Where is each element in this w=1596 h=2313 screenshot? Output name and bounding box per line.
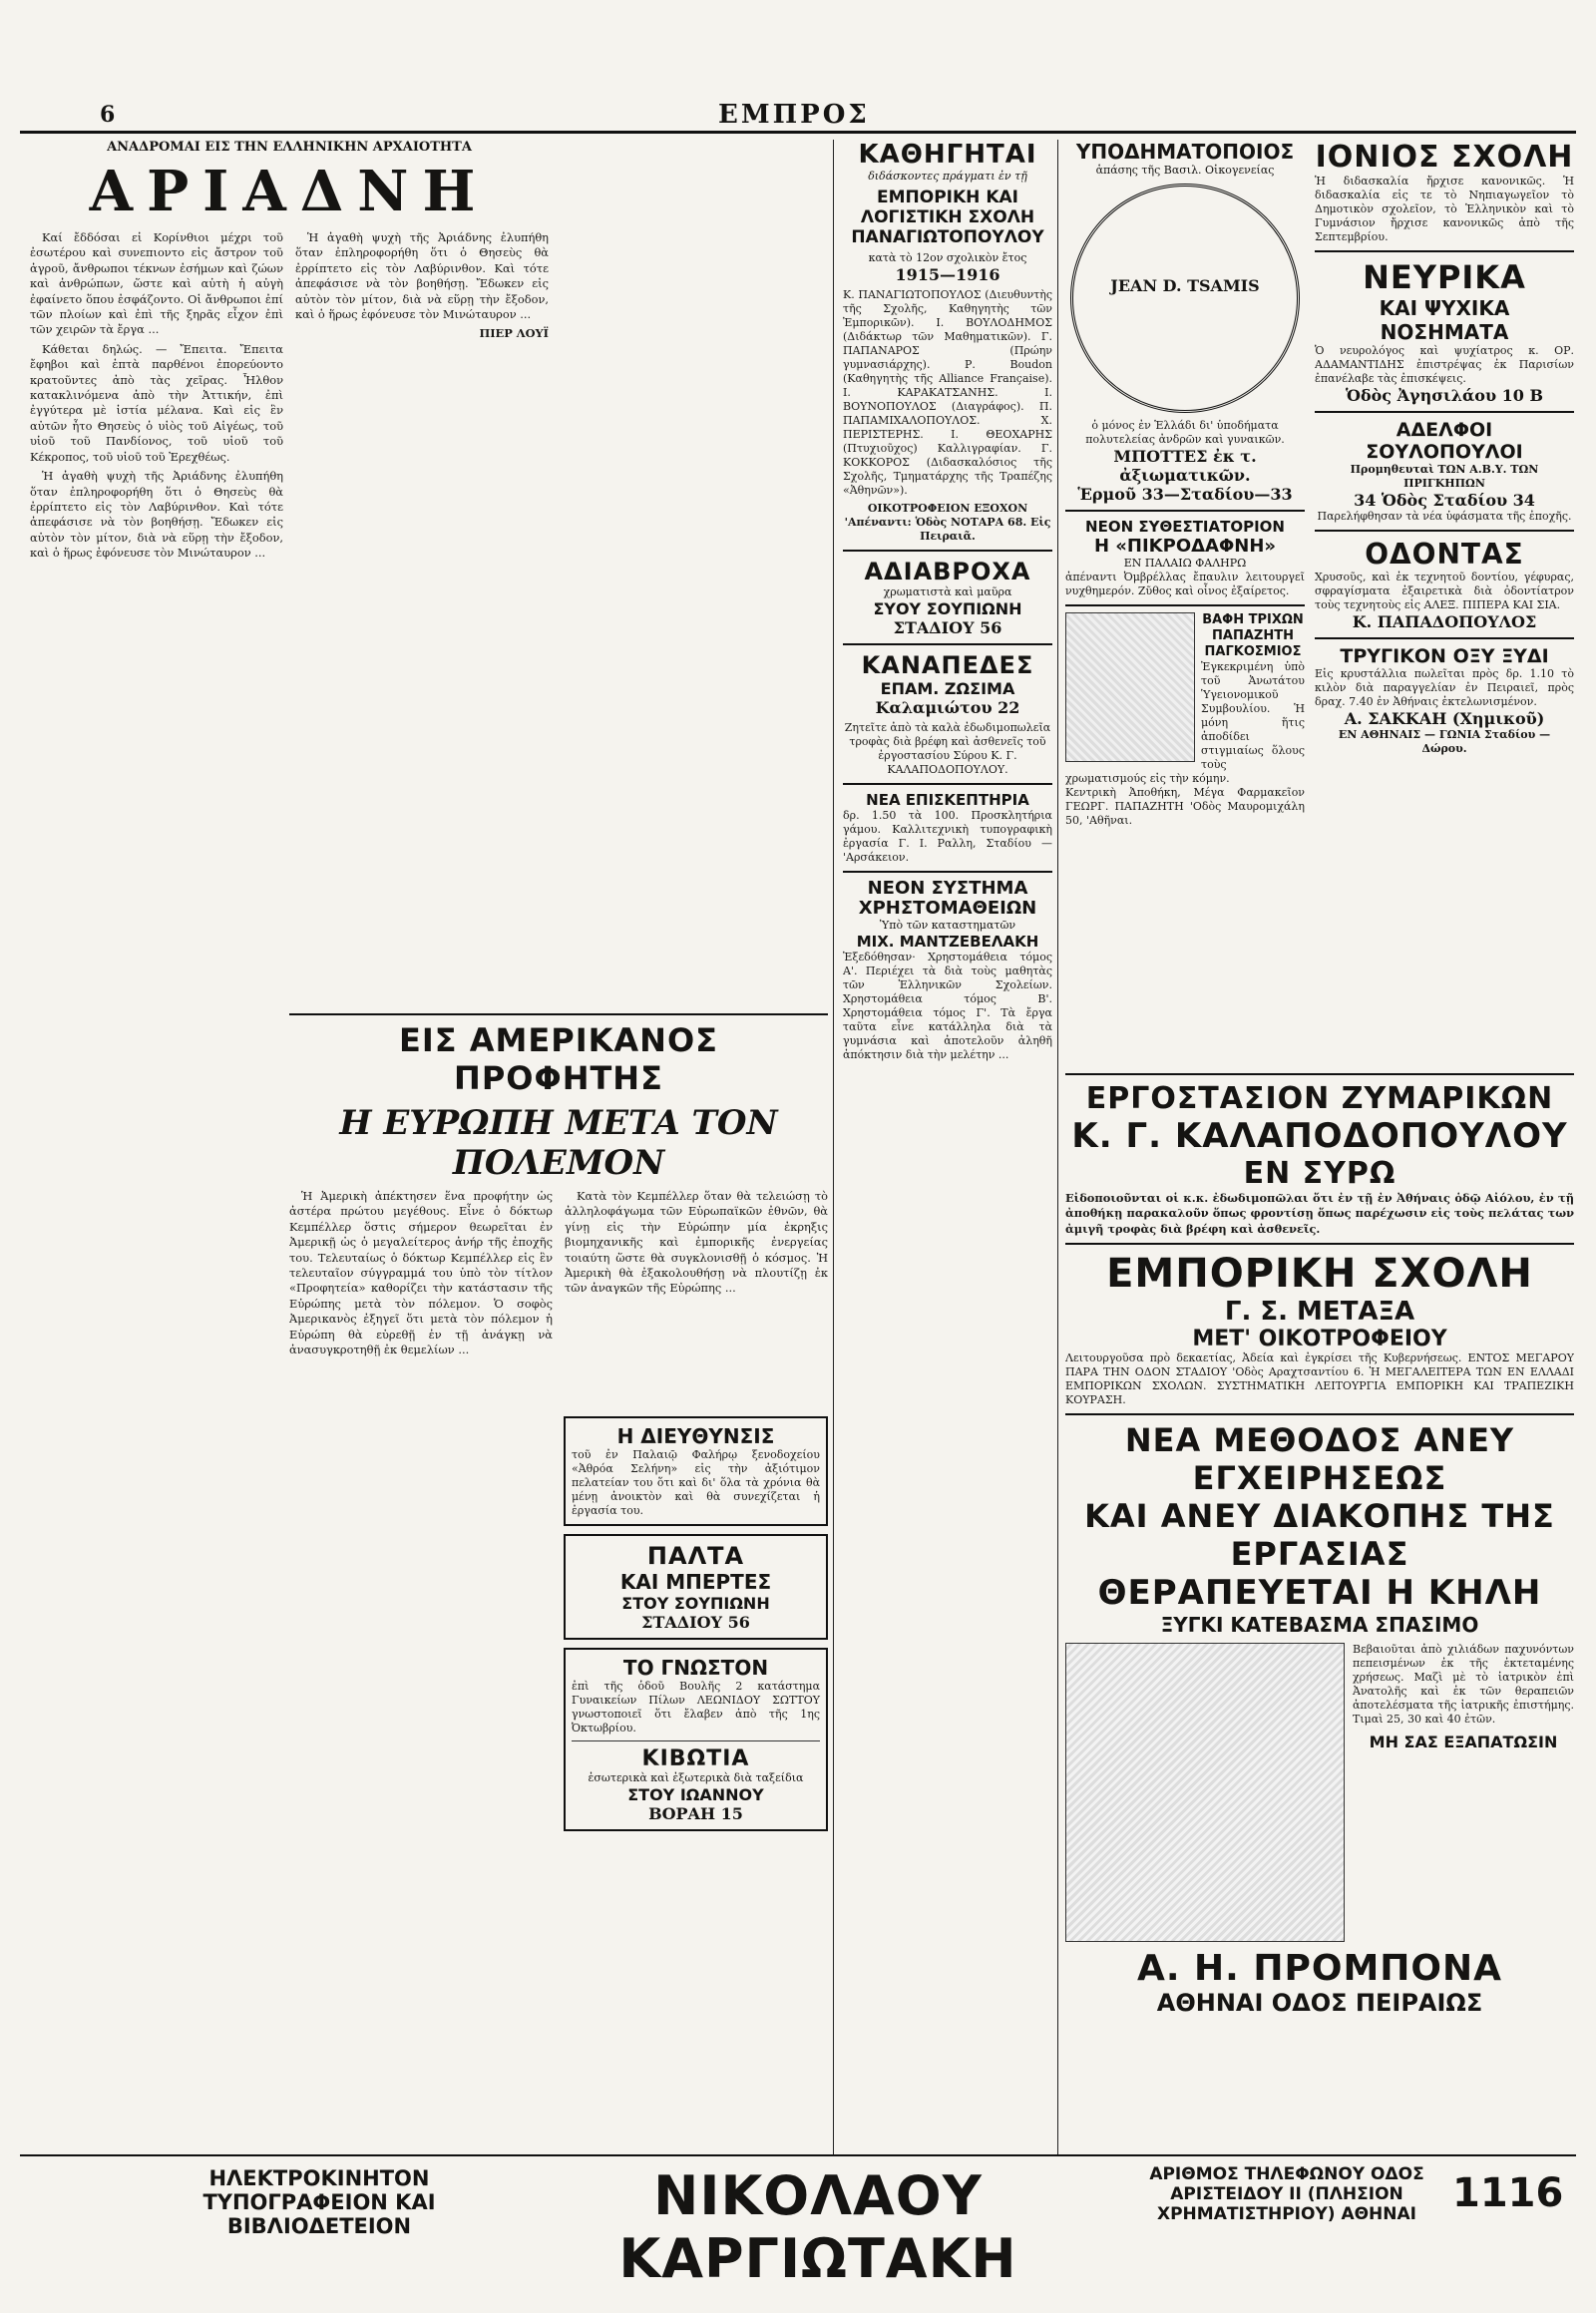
teachers-intro: διδάσκοντες πράγματι ἐν τῇ (868, 170, 1027, 183)
souloppoulos-sub: Προμηθευταὶ ΤΩΝ Α.Β.Υ. ΤΩΝ ΠΡΙΓΚΗΠΩΝ (1350, 463, 1539, 490)
teachers-years: 1915—1916 (895, 265, 1000, 284)
teachers-school: ΕΜΠΟΡΙΚΗ ΚΑΙ ΛΟΓΙΣΤΙΚΗ ΣΧΟΛΗ ΠΑΝΑΓΙΩΤΟΠΟΥΛΟΥ (851, 188, 1044, 247)
adiavrocha-title: ΑΔΙΑΒΡΟΧΑ (864, 558, 1031, 585)
hernia-illustration (1065, 1643, 1345, 1942)
kanapedes-title: ΚΑΝΑΠΕΔΕΣ (861, 651, 1034, 679)
right-column (1315, 140, 1574, 1057)
ariadne-signature: ΠΙΕΡ ΛΟΥΪ (479, 326, 549, 341)
shoemaker-title: ΥΠΟΔΗΜΑΤΟΠΟΙΟΣ (1075, 140, 1295, 164)
gnoston-label-text: ἐσωτερικὰ καὶ ἐξωτερικὰ διὰ ταξείδια (588, 1771, 804, 1784)
gnoston-label: ΚΙΒΩΤΙΑ (641, 1746, 750, 1771)
adiavrocha-line: χρωματιστὰ καὶ μαῦρα (883, 585, 1012, 598)
chrestomatheia-author: ΜΙΧ. ΜΑΝΤΖΕΒΕΛΑΚΗ (856, 933, 1039, 951)
palta-address: ΣΤΑΔΙΟΥ 56 (641, 1613, 750, 1632)
direction-text: τοῦ ἐν Παλαιῷ Φαλήρῳ ξενοδοχείου «Ἀθρόα Σελήνη» εἰς τὴν ἀξιότιμον πελατείαν του ὅτι καὶ δι' ὅλα τὰ χρόνια θὰ μένῃ ἀνοικτὸν καὶ θὰ συνεχίζεται ἡ ἐργασία του. (572, 1448, 820, 1517)
chrestomatheia-text: Ἐξεδόθησαν· Χρηστομάθεια τόμος Α'. Περιέχει τὰ διὰ τοὺς μαθητὰς τῶν Ἑλληνικῶν Σχολείων. Χρηστομάθεια τόμος Β'. Χρηστομάθεια τόμος Γ'. Τὰ ἔργα ταῦτα εἶνε κατάλληλα διὰ τὰ γυμνάσια καὶ ἀποτελοῦν ἀληθῆ ἀπόκτησιν διὰ τὴν μελέτην ... (843, 951, 1052, 1061)
tritikon-text: Εἰς κρυστάλλια πωλεῖται πρὸς δρ. 1.10 τὸ κιλὸν διὰ παραγγελίαν ἐν Πειραιεῖ, πρὸς δραχ. 7.40 ἐν Ἀθήναις ἐκτελωνισμένον. (1315, 667, 1574, 708)
footer-address: ΑΡΙΘΜΟΣ ΤΗΛΕΦΩΝΟΥ ΟΔΟΣ ΑΡΙΣΤΕΙΔΟΥ ΙΙ (ΠΛΗΣΙΟΝ ΧΡΗΜΑΤΙΣΤΗΡΙΟΥ) ΑΘΗΝΑΙ (1149, 2164, 1424, 2224)
souloppoulos-title: ΑΔΕΛΦΟΙ ΣΟΥΛΟΠΟΥΛΟΙ (1366, 419, 1523, 463)
masthead (20, 100, 1576, 134)
mid-lower-ads (564, 1416, 828, 2154)
episkeptiria-text: δρ. 1.50 τὰ 100. Προσκλητήρια γάμου. Καλλιτεχνικὴ τυπογραφικὴ ἐργασία Γ. Ι. Ραλλη, Σταδίου — 'Αρσάκειον. (843, 809, 1052, 864)
ariadne-body: Καί ἔδδόσαι εἰ Κορίνθιοι μέχρι τοῦ ἐσωτέρου καὶ συνεπιοντο εἰς ἄστρον τοῦ ἀγροῦ, ἄνθρωποι τέκνων ἐσήμων καὶ ζώων καὶ ἀνθρώπων, ὥστε καὶ αὐτὴ ἡ αὐγὴ ἐφαίνετο ὅπου ἐσφάζοντο. Οἱ ἄνθρωποι ἐπί τῶν πλοίων καὶ ἐπὶ τῆς ξηρᾶς εἶχον ἐπὶ τῶν χειρῶν τὰ ἔργα ... (30, 230, 283, 337)
prophet-headline: ΕΙΣ ΑΜΕΡΙΚΑΝΟΣ ΠΡΟΦΗΤΗΣ (399, 1021, 718, 1097)
prophet-subhead: Η ΕΥΡΩΠΗ ΜΕΤΑ ΤΟΝ ΠΟΛΕΜΟΝ (339, 1103, 778, 1183)
teachers-list: Κ. ΠΑΝΑΓΙΩΤΟΠΟΥΛΟΣ (Διευθυντὴς τῆς Σχολῆς, Καθηγητὴς τῶν Ἐμπορικῶν). Ι. ΒΟΥΛΟΔΗΜΟΣ (Διδάκτωρ τῶν Μαθηματικῶν). Γ. ΠΑΠΑΝΑΡΟΣ (Πρώην γυμνασιάρχης). Ρ. Boudon (Καθηγητὴς τῆς Alliance Française). Ι. ΚΑΡΑΚΑΤΣΑΝΗΣ. Ι. ΒΟΥΝΟΠΟΥΛΟΣ (Διαγράφος). Π. ΠΑΠΑΜΙΧΑΛΟΠΟΥΛΟΣ. Χ. ΠΕΡΙΣΤΕΡΗΣ. Ι. ΘΕΟΧΑΡΗΣ (Πτυχιοῦχος) Καλλιγραφίαν. Γ. ΚΟΚΚΟΡΟΣ (Διδασκαλόσιος τῆς Σχολῆς, Τμηματάρχης τῆς Τραπέζης «Ἀθηνῶν»). (843, 288, 1052, 497)
odontes-name: Κ. ΠΑΠΑΔΟΠΟΥΛΟΣ (1352, 612, 1537, 631)
gnoston-text: ἐπὶ τῆς ὁδοῦ Βουλῆς 2 κατάστημα Γυναικείων Πίλων ΛΕΩΝΙΔΟΥ ΣΩΤΤΟΥ γνωστοποιεῖ ὅτι ἔλαβεν ἀπὸ τῆς 1ης Ὀκτωβρίου. (572, 1680, 820, 1735)
factory-text: Εἰδοποιοῦνται οἱ κ.κ. ἐδωδιμοπῶλαι ὅτι ἐν τῇ ἐν Ἀθήναις ὁδῷ Αἰόλου, ἐν τῇ ἀποθήκῃ παρακαλοῦν ὅπως φροντίσῃ ὅπως παρέχωσιν εἰς τοὺς πελάτας των ἀμιγῆ τροφὰς διὰ βρέφη καὶ ἀσθενεῖς. (1065, 1191, 1574, 1236)
shoemaker-column (1065, 140, 1305, 1057)
ariadne-headline: ΑΡΙΑΔΝΗ (89, 159, 490, 224)
ariadne-body-3: Ἡ ἀγαθὴ ψυχὴ τῆς Ἀριάδνης ἐλυπήθη ὅταν ἐπληροφορήθη ὅτι ὁ Θησεὺς θὰ ἐρρίπτετο εἰς τὸν Λαβύρινθον. Καὶ τότε ἀπεφάσισε νὰ τὸν βοηθήσῃ. Ἔδωκεν εἰς αὐτὸν τὸν μίτον, διὰ νὰ εὕρῃ τὴν ἔξοδον, καὶ ὁ ἥρως ἐφόνευσε τὸν Μινώταυρον ... (30, 469, 283, 561)
teachers-year-line: κατὰ τὸ 12ον σχολικὸν ἔτος (868, 251, 1027, 264)
footer-phone: 1116 (1452, 2170, 1564, 2216)
adiavrocha-store: ΣΥΟΥ ΣΟΥΠΙΩΝΗ (873, 599, 1022, 618)
sanatorium-text: ἀπέναντι Ὀμβρέλλας ἔπαυλιν λειτουργεῖ νυχθημερόν. Ζῦθος καὶ οἶνος ἐξαίρετος. (1065, 571, 1305, 597)
commercial-school-text: Λειτουργοῦσα πρὸ δεκαετίας, Ἀδεία καὶ ἐγκρίσει τῆς Κυβερνήσεως. ΕΝΤΟΣ ΜΕΓΑΡΟΥ ΠΑΡΑ ΤΗΝ ΟΔΟΝ ΣΤΑΔΙΟΥ 'Οδὸς Αραχτσαντίου 6. Ἡ ΜΕΓΑΛΕΙΤΕΡΑ ΤΩΝ ΕΝ ΕΛΛΑΔΙ ΕΜΠΟΡΙΚΩΝ ΣΧΟΛΩΝ. ΣΥΣΤΗΜΑΤΙΚΗ ΛΕΙΤΟΥΡΓΙΑ ΕΜΠΟΡΙΚΗ ΚΑΙ ΤΡΑΠΕΖΙΚΗ ΚΟΥΡΑΣΗ. (1065, 1351, 1574, 1407)
palta-store: ΣΤΟΥ ΣΟΥΠΙΩΝΗ (621, 1594, 770, 1613)
nevrika-text: Ὁ νευρολόγος καὶ ψυχίατρος κ. ΟΡ. ΑΔΑΜΑΝΤΙΔΗΣ ἐπιστρέψας ἐκ Παρισίων ἐπανέλαβε τὰς ἐπισκέψεις. (1315, 344, 1574, 385)
kanapedes-text: Ζητεῖτε ἀπὸ τὰ καλὰ ἐδωδιμοπωλεῖα τροφὰς διὰ βρέφη καὶ ἀσθενεῖς τοῦ ἐργοστασίου Σύρου Κ. Γ. ΚΑΛΑΠΟΔΟΠΟΥΛΟΥ. (844, 721, 1051, 776)
shoemaker-logo (1070, 184, 1300, 413)
dye-pharmacy: Κεντρικὴ Ἀποθήκη, Μέγα Φαρμακεῖον ΓΕΩΡΓ. ΠΑΠΑΖΗΤΗ 'Οδὸς Μαυρομιχάλη 50, 'Αθῆναι. (1065, 786, 1305, 827)
palta-title: ΠΑΛΤΑ (646, 1542, 745, 1570)
nevrika-address: Ὁδὸς Ἀγησιλάου 10 Β (1346, 386, 1543, 405)
dye-text: Ἐγκεκριμένη ὑπὸ τοῦ Ἀνωτάτου Ὑγειονομικοῦ Συμβουλίου. Ἡ μόνη ἥτις ἀποδίδει στιγμιαίως ὅλους τοὺς χρωματισμούς εἰς τὴν κόμην. (1065, 660, 1305, 785)
sanatorium-place: ΕΝ ΠΑΛΑΙΩ ΦΑΛΗΡΩ (1123, 557, 1247, 570)
tritikon-store: Α. ΣΑΚΚΑΗ (Χημικοῦ) (1344, 709, 1545, 728)
teachers-offices: ΟΙΚΟΤΡΟΦΕΙΟΝ ΕΞΟΧΟΝ 'Απέναντι: Ὁδὸς ΝΟΤΑΡΑ 68. Εἰς Πειραιᾶ. (844, 502, 1051, 543)
ionian-text: Ἡ διδασκαλία ἤρχισε κανονικῶς. Ἡ διδασκαλία εἰς τε τὸ Νηπιαγωγεῖον τὸ Δημοτικὸν σχολεῖον, τὸ Ἑλληνικὸν καὶ τὸ Γυμνάσιον ἤρχισε κανονικῶς ἀπὸ τῆς Σεπτεμβρίου. (1315, 175, 1574, 243)
hernia-line1: ΝΕΑ ΜΕΘΟΔΟΣ ΑΝΕΥ ΕΓΧΕΙΡΗΣΕΩΣ (1124, 1421, 1515, 1498)
factory-title: ΕΡΓΟΣΤΑΣΙΟΝ ΖΥΜΑΡΙΚΩΝ (1085, 1081, 1554, 1116)
newspaper-title: ΕΜΠΡΟΣ (718, 100, 870, 130)
episkeptiria-title: ΝΕΑ ΕΠΙΣΚΕΠΤΗΡΙΑ (866, 791, 1029, 809)
hernia-warning: ΜΗ ΣΑΣ ΕΞΑΠΑΤΩΣΙΝ (1369, 1733, 1558, 1752)
factory-owner: Κ. Γ. ΚΑΛΑΠΟΔΟΠΟΥΛΟΥ (1071, 1116, 1568, 1156)
souloppoulos-text: Παρελήφθησαν τὰ νέα ὑφάσματα τῆς ἐποχῆς. (1317, 510, 1572, 523)
nevrika-sub: ΚΑΙ ΨΥΧΙΚΑ ΝΟΣΗΜΑΤΑ (1379, 296, 1510, 344)
souloppoulos-address: 34 Ὁδὸς Σταδίου 34 (1354, 491, 1535, 510)
shoemaker-address: Ἑρμοῦ 33—Σταδίου—33 (1077, 485, 1293, 504)
shoemaker-text: ὁ μόνος ἐν Ἑλλάδι δι' ὑποδήματα πολυτελείας ἀνδρῶν καὶ γυναικῶν. (1085, 419, 1285, 446)
gnoston-address: ΒΟΡΑΗ 15 (648, 1804, 743, 1823)
dye-title: ΒΑΦΗ ΤΡΙΧΩΝ ΠΑΠΑΖΗΤΗ ΠΑΓΚΟΣΜΙΟΣ (1202, 612, 1304, 659)
shoemaker-logo-text: JEAN D. TSAMIS (1110, 276, 1260, 295)
factory-place: ΕΝ ΣΥΡΩ (1243, 1156, 1396, 1191)
teachers-column (843, 140, 1052, 2154)
tritikon-address: ΕΝ ΑΘΗΝΑΙΣ — ΓΩΝΙΑ Σταδίου — Δώρου. (1338, 728, 1551, 755)
palta-sub: ΚΑΙ ΜΠΕΡΤΕΣ (619, 1570, 772, 1594)
commercial-school-title: ΕΜΠΟΡΙΚΗ ΣΧΟΛΗ (1106, 1251, 1533, 1298)
kanapedes-address: Καλαμιώτου 22 (875, 698, 1020, 717)
chrestomatheia-title: ΝΕΟΝ ΣΥΣΤΗΜΑ ΧΡΗΣΤΟΜΑΘΕΙΩΝ (858, 878, 1037, 919)
adiavrocha-address: ΣΤΑΔΙΟΥ 56 (893, 618, 1002, 637)
prophet-body-2: Κατὰ τὸν Κεμπέλλερ ὅταν θὰ τελειώσῃ τὸ ἀλληλοφάγωμα τῶν Εὐρωπαϊκῶν ἐθνῶν, θὰ γίνῃ εἰς τὴν Εὐρώπην μία ἐκρηξις βιομηχανικῆς καὶ ἐμπορικῆς ἐνεργείας τοιαύτη ὥστε θὰ συγκλονισθῇ ὁ κόσμος. Ἡ Ἀμερικὴ θὰ ἐξακολουθήσῃ νὰ πλουτίζῃ ἐκ τῶν ἀναγκῶν τῆς Εὐρώπης ... (565, 1189, 828, 1296)
prophet-body: Ἡ Ἀμερικὴ ἀπέκτησεν ἕνα προφήτην ὡς ἀστέρα πρώτου μεγέθους. Εἶνε ὁ δόκτωρ Κεμπέλλερ ὅστις σήμερον θεωρεῖται ἐν Ἀμερικῇ ὡς ὁ μεγαλείτερος ἀνήρ τῆς ἐποχῆς του. Τελευταίως ὁ δόκτωρ Κεμπέλλερ εἰς ἓν τελευταῖον σύγγραμμά του ὑπὸ τὸν τίτλον «Προφητεία» καθορίζει τὴν κατάστασιν τῆς Εὐρώπης μετὰ τὸν πόλεμον. Ὁ σοφὸς Ἀμερικανὸς ἐξηγεῖ ὅτι μετὰ τὸν πόλεμον ἡ Εὐρώπη θὰ εὑρεθῇ ἐν τῇ ἀνάγκῃ νὰ ἀνασυγκροτηθῇ ἐκ θεμελίων ... (289, 1189, 553, 1357)
hernia-line2: ΚΑΙ ΑΝΕΥ ΔΙΑΚΟΠΗΣ ΤΗΣ ΕΡΓΑΣΙΑΣ (1084, 1497, 1555, 1574)
hernia-text: Βεβαιοῦται ἀπὸ χιλιάδων παχυνόντων πεπεισμένων ἐκ τῆς ἐκτεταμένης χρήσεως. Μαζὶ μὲ τὸ ἰατρικὸν ἐπὶ Ἀνατολῆς καὶ ἐκ τῶν θεραπειῶν ἀποτελέσματα τῆς ἰατρικῆς ἐπιστήμης. Τιμαὶ 25, 30 καὶ 40 ἐτῶν. (1353, 1643, 1574, 1727)
chrestomatheia-author-prefix: Ὑπὸ τῶν καταστηματῶν (879, 919, 1016, 932)
footer (20, 2154, 1576, 2290)
footer-printer: ΗΛΕΚΤΡΟΚΙΝΗΤΟΝ ΤΥΠΟΓΡΑΦΕΙΟΝ ΚΑΙ ΒΙΒΛΙΟΔΕΤΕΙΟΝ (202, 2166, 436, 2238)
ariadne-kicker: ΑΝΑΔΡΟΜΑΙ ΕΙΣ ΤΗΝ ΕΛΛΗΝΙΚΗΝ ΑΡΧΑΙΟΤΗΤΑ (107, 140, 472, 155)
lower-right-ads (1065, 1067, 1574, 2154)
teachers-title: ΚΑΘΗΓΗΤΑΙ (858, 140, 1037, 170)
hernia-address: ΑΘΗΝΑΙ ΟΔΟΣ ΠΕΙΡΑΙΩΣ (1156, 1989, 1483, 2018)
odontes-title: ΟΔΟΝΤΑΣ (1365, 538, 1524, 571)
sanatorium-title: ΝΕΟΝ ΣΥΘΕΣΤΙΑΤΟΡΙΟΝ (1085, 518, 1285, 536)
ionian-title: ΙΟΝΙΟΣ ΣΧΟΛΗ (1315, 140, 1574, 175)
footer-owner: ΝΙΚΟΛΑΟΥ ΚΑΡΓΙΩΤΑΚΗ (618, 2164, 1017, 2290)
hernia-store: Α. Η. ΠΡΟΜΠΟΝΑ (1136, 1948, 1503, 1990)
nevrika-title: ΝΕΥΡΙΚΑ (1363, 258, 1526, 296)
hernia-line4: ΞΥΓΚΙ ΚΑΤΕΒΑΣΜΑ ΣΠΑΣΙΜΟ (1160, 1613, 1479, 1638)
shoemaker-sub: ἁπάσης τῆς Βασιλ. Οἰκογενείας (1095, 164, 1275, 177)
shoemaker-boots: ΜΠΟΤΤΕΣ ἐκ τ. ἀξιωματικῶν. (1113, 447, 1257, 485)
ariadne-body-continued: Ἡ ἀγαθὴ ψυχὴ τῆς Ἀριάδνης ἐλυπήθη ὅταν ἐπληροφορήθη ὅτι ὁ Θησεὺς θὰ ἐρρίπτετο εἰς τὸν Λαβύρινθον. Καὶ τότε ἀπεφάσισε νὰ τὸν βοηθήσῃ. Ἔδωκεν εἰς αὐτὸν τὸν μίτον, διὰ νὰ εὕρῃ τὴν ἔξοδον, καὶ ὁ ἥρως ἐφόνευσε τὸν Μινώταυρον ... (295, 230, 549, 322)
ariadne-body-2: Κάθεται δηλώς. — Ἔπειτα. Ἔπειτα ἔφηβοι καὶ ἑπτὰ παρθένοι ἐπορεύοντο κρατοῦντες ἀπὸ τὰς χεῖρας. Ἦλθον κατακλινόμενα ἀπὸ τὴν Ἀττικήν, ἐπὶ ἐγγύτερα μὲ ἱστία μέλανα. Καὶ εἰς ἓν αὐτῶν ἦτο Θησεὺς ὁ υἱὸς τοῦ Αἰγέως, τοῦ υἱοῦ τοῦ Πανδίονος, τοῦ υἱοῦ τοῦ Κέκροπος, τοῦ υἱοῦ τοῦ Ἐρεχθέως. (30, 341, 283, 464)
commercial-school-name: Γ. Σ. ΜΕΤΑΞΑ (1224, 1297, 1415, 1328)
gnoston-store: ΣΤΟΥ ΙΩΑΝΝΟΥ (627, 1785, 764, 1804)
dye-illustration (1065, 612, 1195, 762)
kanapedes-store: ΕΠΑΜ. ΖΩΣΙΜΑ (880, 679, 1015, 698)
direction-title: Η ΔΙΕΥΘΥΝΣΙΣ (616, 1424, 775, 1448)
commercial-school-sub: ΜΕΤ' ΟΙΚΟΤΡΟΦΕΙΟΥ (1192, 1327, 1447, 1352)
sanatorium-name: Η «ΠΙΚΡΟΔΑΦΝΗ» (1093, 536, 1277, 557)
tritikon-title: ΤΡΥΓΙΚΟΝ ΟΞΥ ΞΥΔΙ (1340, 645, 1549, 667)
odontes-text: Χρυσοῦς, καὶ ἐκ τεχνητοῦ δοντίου, γέφυρας, σφραγίσματα ἐξαιρετικὰ διὰ ὀδοντίατρον τοὺς τεχνητοὺς εἰς ΑΛΕΞ. ΠΙΠΕΡΑ ΚΑΙ ΣΙΑ. (1315, 571, 1574, 611)
page-number: 6 (100, 102, 116, 128)
hernia-line3: ΘΕΡΑΠΕΥΕΤΑΙ Η ΚΗΛΗ (1097, 1573, 1542, 1614)
gnoston-title: ΤΟ ΓΝΩΣΤΟΝ (622, 1656, 769, 1680)
